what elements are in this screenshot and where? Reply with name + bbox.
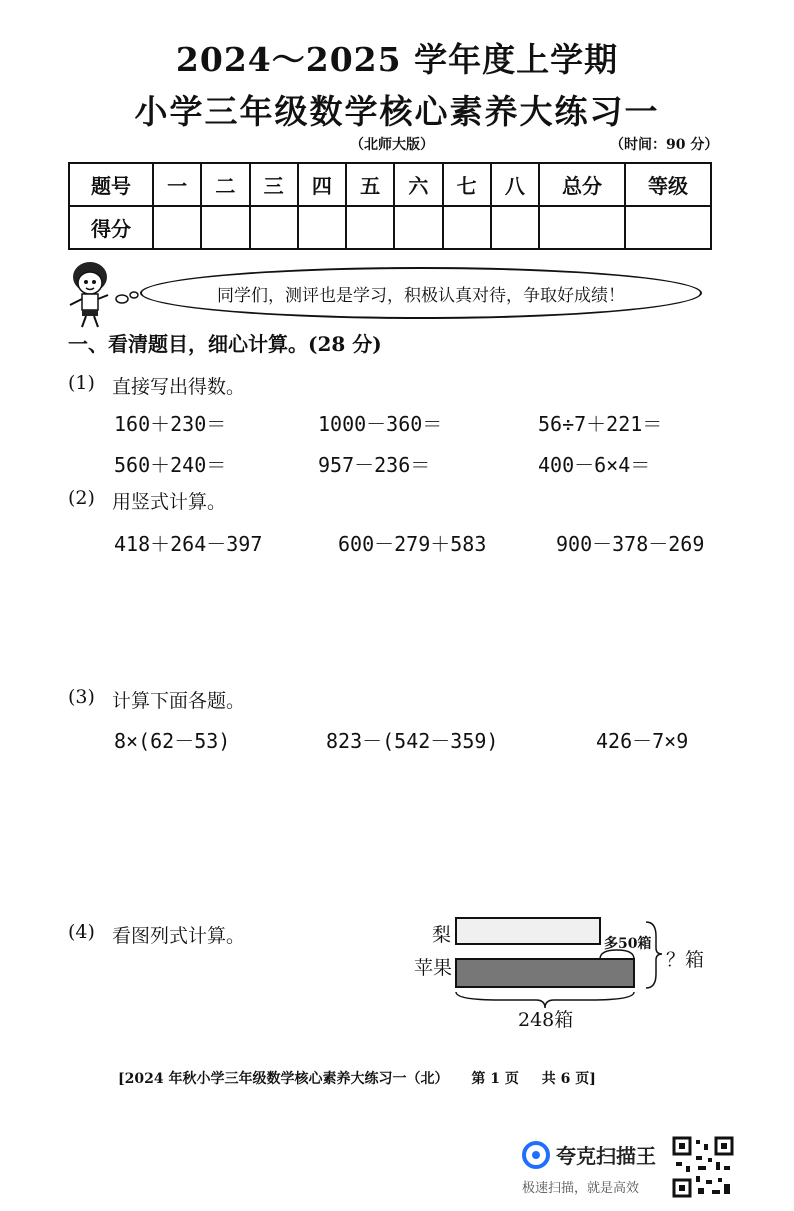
title-line-1: 2024～2025 学年度上学期 [175,40,619,79]
score-cell[interactable] [491,206,539,249]
footer-page: 第 1 页 [471,1071,519,1087]
apple-bar [456,959,634,987]
score-header-cell: 三 [250,163,298,206]
score-cell[interactable] [153,206,201,249]
q2-item: 418＋264－397 [114,532,263,556]
time-label: （时间：90 分） [610,137,719,153]
q1-item: 1000－360＝ [318,412,443,436]
q2-item: 900－378－269 [556,532,705,556]
score-header-cell: 一 [153,163,201,206]
section-1-heading: 一、看清题目，细心计算。(28 分) [68,332,382,356]
q1-item: 160＋230＝ [114,412,227,436]
q1-label: (1) [68,372,95,394]
score-header-cell: 二 [201,163,249,206]
q2-item: 600－279＋583 [338,532,487,556]
q4-title: 看图列式计算。 [112,925,246,947]
footer-title: [2024 年秋小学三年级数学核心素养大练习一（北） [118,1071,449,1087]
q1-title: 直接写出得数。 [112,376,246,398]
edition-label: （北师大版） [350,137,434,153]
q1-item: 560＋240＝ [114,453,227,477]
score-cell[interactable] [394,206,442,249]
score-table [68,162,712,250]
score-header-cell: 七 [443,163,491,206]
q3-label: (3) [68,686,95,708]
page-footer [118,1068,614,1088]
student-cartoon-icon [62,255,142,331]
title-line-2: 小学三年级数学核心素养大练习一 [134,92,660,131]
quark-logo-icon [522,1141,550,1169]
question-label: ？箱 [666,949,705,971]
score-header-cell: 五 [346,163,394,206]
q2-title: 用竖式计算。 [112,491,227,513]
score-row-label: 得分 [69,206,153,249]
q3-title: 计算下面各题。 [112,690,246,712]
score-header-cell: 总分 [539,163,625,206]
pear-bar [456,918,600,944]
score-header-cell: 题号 [69,163,153,206]
bar-diagram [450,912,670,1010]
score-header-cell: 四 [298,163,346,206]
total-label: 248箱 [518,1009,574,1031]
q1-item: 400－6×4＝ [538,453,651,477]
score-cell[interactable] [443,206,491,249]
q3-item: 8×(62－53) [114,729,231,753]
score-header-row [69,163,711,206]
scanner-brand [522,1140,656,1169]
q3-item: 426－7×9 [596,729,689,753]
apple-label: 苹果 [414,957,453,979]
encouragement-bubble [140,267,702,319]
footer-total: 共 6 页] [541,1071,596,1087]
encouragement-text: 同学们，测评也是学习，积极认真对待，争取好成绩！ [217,285,625,306]
score-header-cell: 八 [491,163,539,206]
q1-item: 957－236＝ [318,453,431,477]
score-cell[interactable] [346,206,394,249]
scanner-brand-text: 夸克扫描王 [556,1144,656,1168]
scanner-slogan: 极速扫描，就是高效 [522,1181,640,1196]
score-cell[interactable] [250,206,298,249]
q1-item: 56÷7＋221＝ [538,412,663,436]
score-value-row [69,206,711,249]
score-cell[interactable] [625,206,711,249]
more-label: 多50箱 [604,936,652,952]
pear-label: 梨 [432,924,452,946]
score-cell[interactable] [298,206,346,249]
score-header-cell: 等级 [625,163,711,206]
score-header-cell: 六 [394,163,442,206]
score-cell[interactable] [539,206,625,249]
score-cell[interactable] [201,206,249,249]
qr-code-icon[interactable] [672,1136,734,1198]
q3-item: 823－(542－359) [326,729,499,753]
q2-label: (2) [68,487,95,509]
total-brace-right [646,922,662,988]
q4-label: (4) [68,921,95,943]
